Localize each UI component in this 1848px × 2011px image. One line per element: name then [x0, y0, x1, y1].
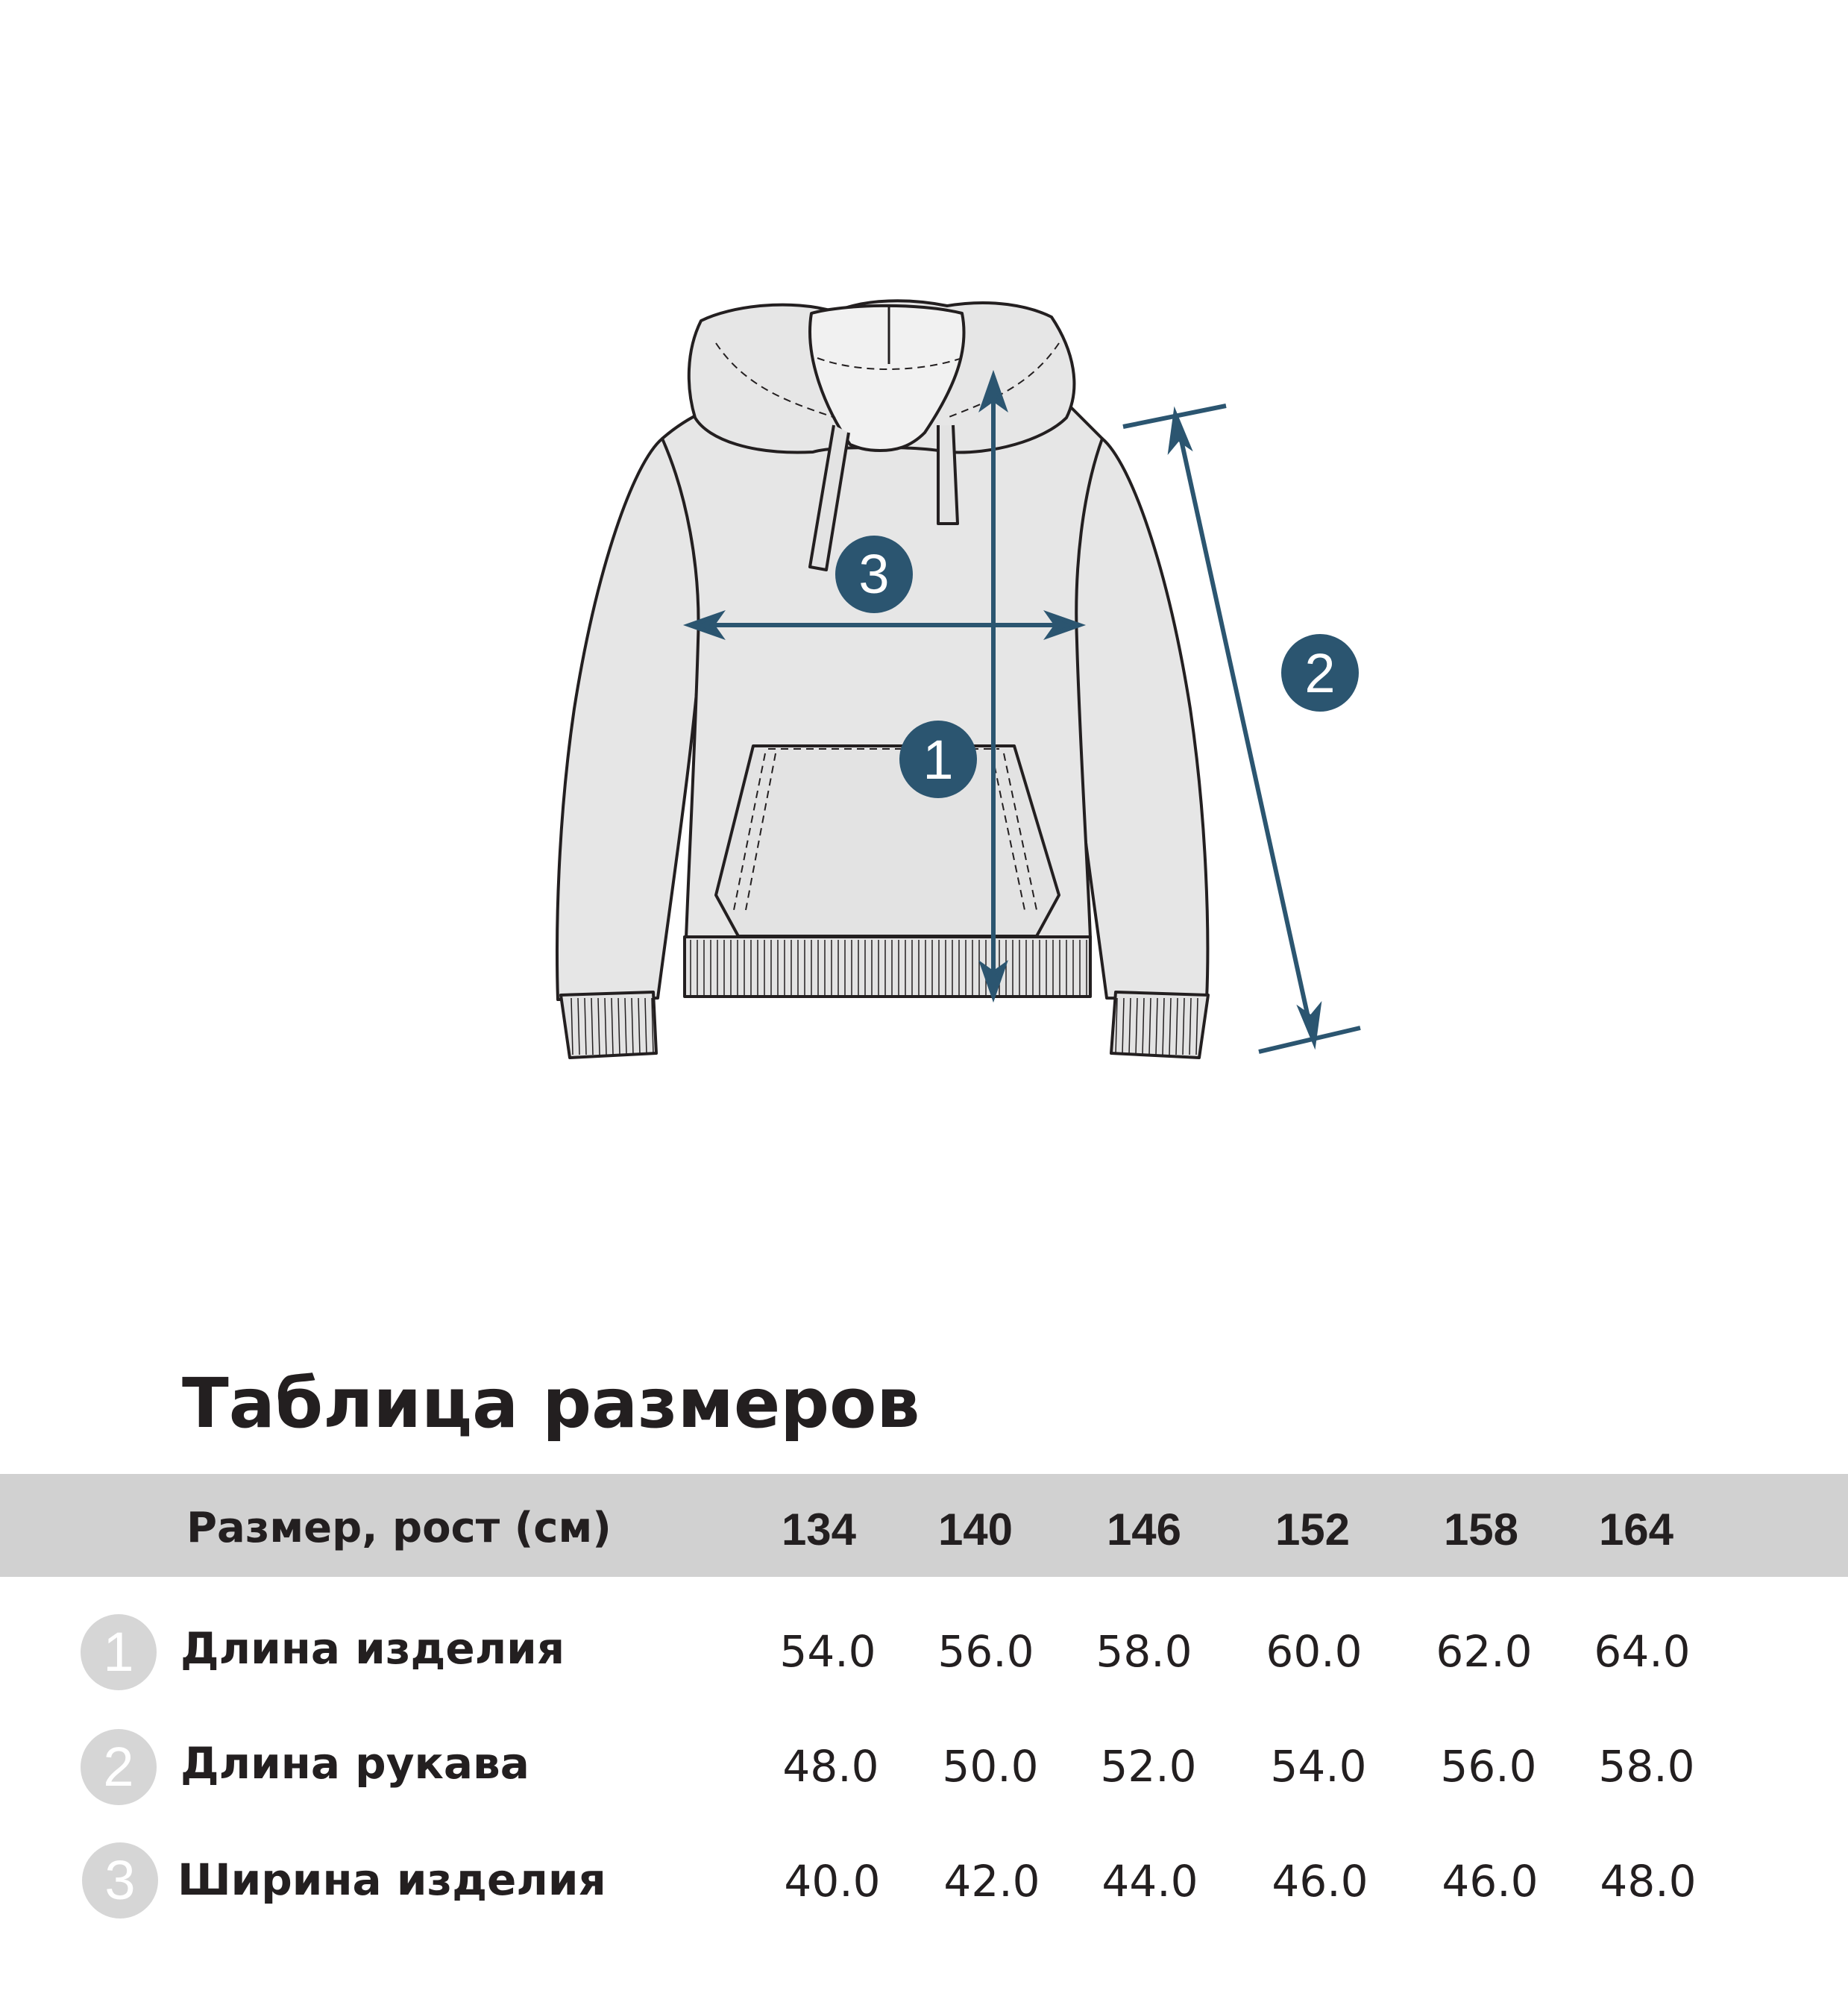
size-header-164: 164	[1598, 1505, 1674, 1554]
table-cell: 52.0	[1100, 1741, 1197, 1792]
marker-2	[1281, 634, 1359, 712]
table-cell: 56.0	[937, 1626, 1034, 1677]
table-cell: 62.0	[1436, 1626, 1533, 1677]
size-header-146: 146	[1106, 1505, 1182, 1554]
marker-3	[835, 536, 913, 613]
table-cell: 50.0	[942, 1741, 1039, 1792]
row-badge-3: 3	[82, 1842, 158, 1919]
size-header-134: 134	[781, 1505, 857, 1554]
hoodie-outline	[557, 301, 1208, 1058]
size-header-152: 152	[1275, 1505, 1351, 1554]
marker-1	[899, 721, 977, 798]
table-cell: 54.0	[1270, 1741, 1367, 1792]
row-label-sleeve: Длина рукава	[180, 1738, 529, 1789]
table-cell: 56.0	[1440, 1741, 1537, 1792]
size-header-140: 140	[937, 1505, 1013, 1554]
row-label-width: Ширина изделия	[177, 1854, 606, 1905]
table-cell: 64.0	[1594, 1626, 1691, 1677]
svg-text:1: 1	[923, 729, 954, 791]
table-cell: 60.0	[1266, 1626, 1363, 1677]
table-cell: 54.0	[779, 1626, 876, 1677]
table-cell: 46.0	[1442, 1856, 1539, 1907]
row-label-length: Длина изделия	[180, 1623, 565, 1674]
page-title: Таблица размеров	[182, 1364, 920, 1443]
table-cell: 48.0	[1600, 1856, 1697, 1907]
row-badge-1: 1	[81, 1614, 157, 1690]
table-cell: 58.0	[1598, 1741, 1695, 1792]
size-header-158: 158	[1443, 1505, 1519, 1554]
svg-text:3: 3	[858, 543, 890, 605]
table-cell: 44.0	[1101, 1856, 1198, 1907]
table-cell: 40.0	[784, 1856, 881, 1907]
table-cell: 58.0	[1096, 1626, 1192, 1677]
table-cell: 46.0	[1272, 1856, 1368, 1907]
row-badge-2: 2	[81, 1729, 157, 1805]
size-header-label: Размер, рост (см)	[186, 1504, 612, 1552]
table-cell: 42.0	[943, 1856, 1040, 1907]
svg-text:2: 2	[1304, 642, 1336, 704]
table-cell: 48.0	[782, 1741, 879, 1792]
